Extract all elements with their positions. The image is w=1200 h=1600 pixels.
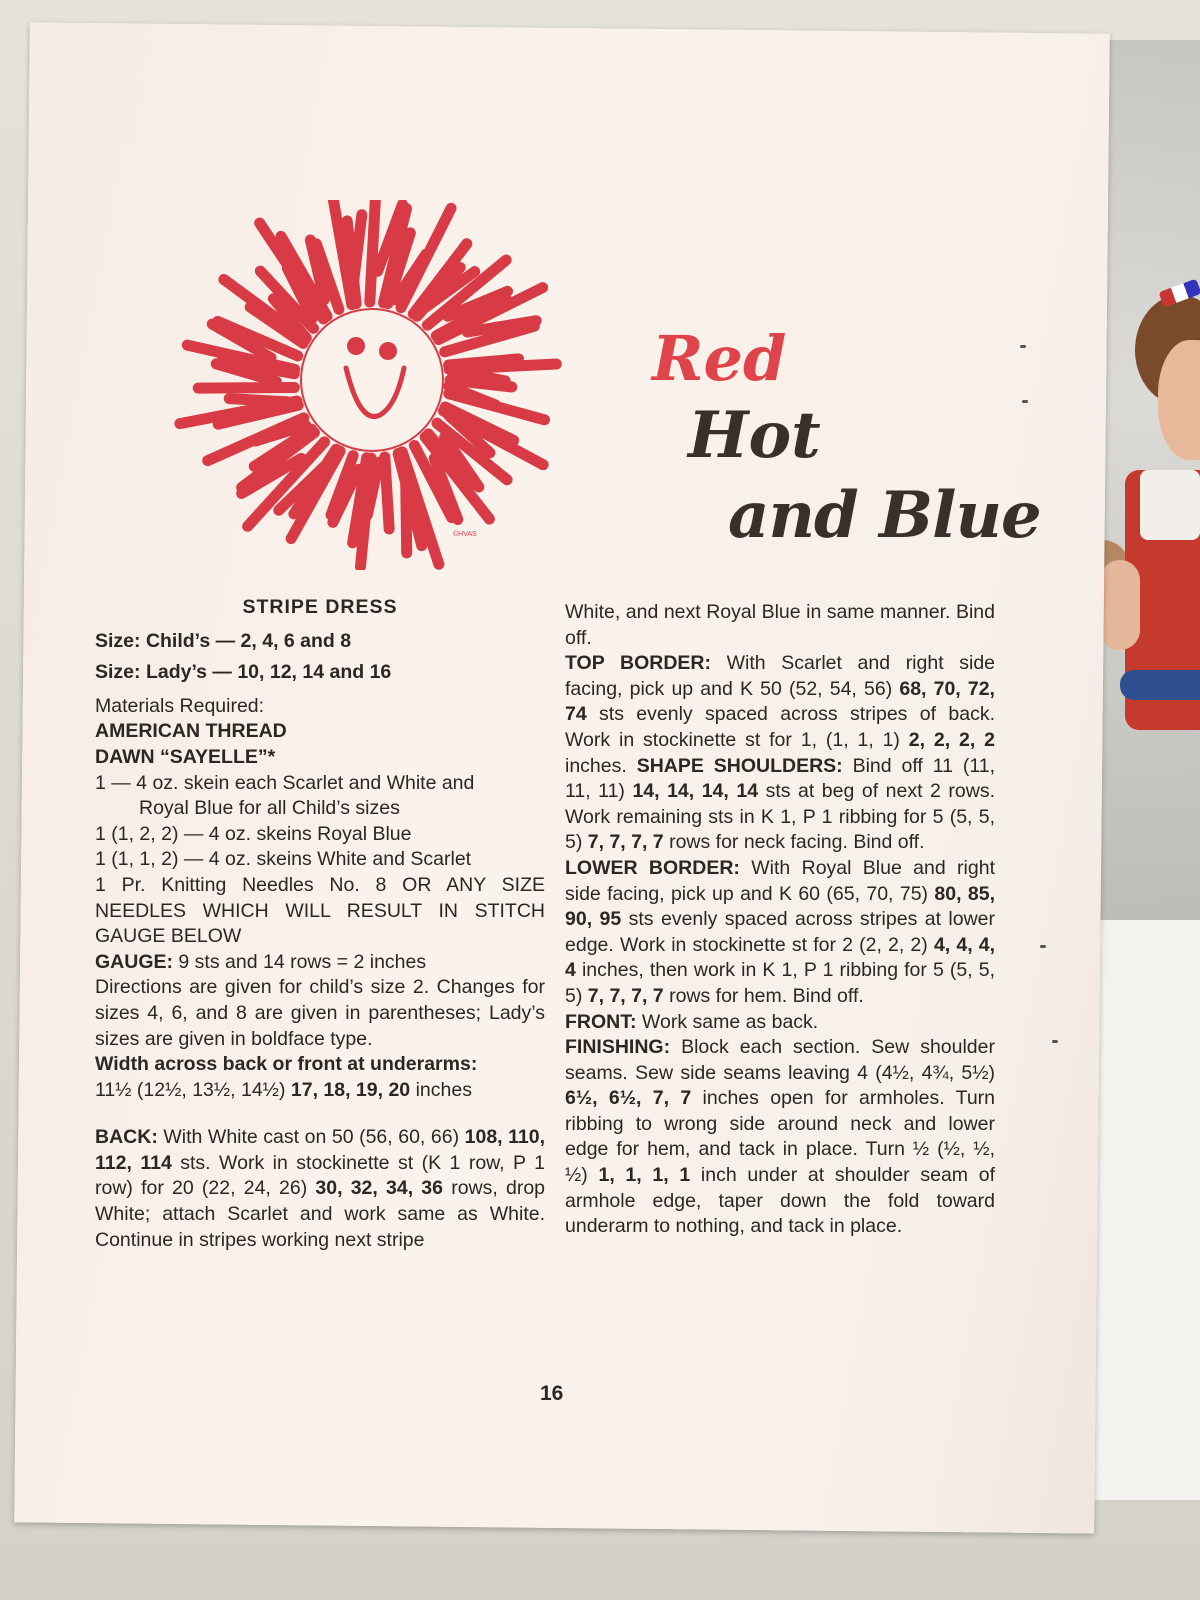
finishing-bold: 6½, 6½, 7, 7: [565, 1087, 692, 1110]
finishing-instructions: [565, 1035, 995, 1240]
top-border-bold: 68, 70, 72, 74: [565, 677, 995, 726]
size-label: Size:: [95, 661, 141, 684]
top-border-text: sts at beg of next 2 rows. Work remaining sts in K 1, P 1 ribbing for 5 (5, 5, 5): [565, 780, 995, 854]
sun-ray: [385, 457, 389, 529]
directions-note: Directions are given for child’s size 2. Changes for sizes 4, 6, and 8 are given in parentheses; Lady’s sizes are given in boldface type.: [95, 976, 545, 1050]
back-bold: 30, 32, 34, 36: [315, 1177, 443, 1200]
pattern-name: STRIPE DRESS: [242, 596, 398, 618]
gauge: [95, 950, 545, 976]
size-label: Size:: [95, 629, 141, 652]
sun-ray: [370, 200, 377, 302]
top-border-bold: 14, 14, 14, 14: [632, 780, 759, 803]
top-border-text: inches.: [565, 754, 627, 777]
width-bold: 17, 18, 19, 20: [290, 1078, 411, 1101]
logo-copyright-mark: ©HVAS: [453, 531, 477, 538]
lower-border-bold: 80, 85, 90, 95: [565, 882, 995, 931]
back-text: With White cast on 50 (56, 60, 66): [163, 1126, 460, 1149]
gauge-text: 9 sts and 14 rows = 2 inches: [178, 950, 427, 973]
back-text: sts. Work in stockinette st (K 1 row, P 1 row) for 20 (22, 24, 26): [95, 1151, 546, 1200]
blue-band: [1120, 670, 1200, 700]
child-arm: [1100, 560, 1140, 650]
materials-item: 1 (1, 1, 2) — 4 oz. skeins White and Scarlet: [95, 848, 472, 871]
sun-ray: [198, 388, 294, 389]
top-border-bold: 7, 7, 7, 7: [587, 831, 664, 854]
lower-border-text: sts evenly spaced across stripes at lower edge. Work in stockinette st for 2 (2, 2, 2): [565, 908, 996, 956]
lower-border-text: rows for hem. Bind off.: [669, 984, 864, 1007]
width-label: Width across back or front at underarms:: [95, 1053, 478, 1076]
size-child: [95, 629, 545, 655]
top-border-bold: 2, 2, 2, 2: [908, 728, 995, 751]
lower-border-text: inches, then work in K 1, P 1 ribbing for 5 (5, 5, 5): [565, 959, 995, 1007]
width-unit: inches: [415, 1078, 472, 1101]
title-line-hot: Hot: [688, 398, 821, 473]
materials-yarn: DAWN “SAYELLE”*: [95, 745, 276, 768]
back-continued: White, and next Royal Blue in same manner. Bind off.: [565, 601, 995, 649]
materials-item: 1 — 4 oz. skein each Scarlet and White and: [95, 771, 475, 794]
lower-border-bold: 7, 7, 7, 7: [587, 984, 664, 1007]
finishing-text: inch under at shoulder seam of armhole edge, taper down the fold toward underarm to nothing, and tack in place.: [565, 1164, 996, 1238]
back-instructions: [95, 1125, 545, 1253]
binding-stitch: [1052, 1040, 1058, 1043]
sun-ray: [449, 364, 556, 369]
binding-stitch: [1022, 400, 1028, 403]
materials-item: Royal Blue for all Child’s sizes: [139, 797, 400, 820]
front-instructions: [565, 1010, 995, 1036]
title-line-and-blue: and Blue: [728, 478, 1041, 553]
materials-item: 1 (1, 2, 2) — 4 oz. skeins Royal Blue: [95, 822, 412, 845]
right-column: [565, 600, 995, 1240]
lower-border-label: LOWER BORDER:: [565, 856, 740, 879]
lower-border-instructions: [565, 856, 995, 1010]
left-column: [95, 595, 545, 1253]
finishing-text: inches open for armholes. Turn ribbing to wrong side around neck and lower edge for hem, and tack in place. Turn ½ (½, ½, ½): [565, 1087, 995, 1187]
materials-heading: Materials Required:: [95, 694, 265, 717]
binding-stitch: [1040, 945, 1046, 948]
sun-logo-icon: [160, 200, 610, 570]
top-border-text: rows for neck facing. Bind off.: [669, 831, 925, 854]
back-label: BACK:: [95, 1126, 158, 1149]
top-border-instructions: [565, 651, 995, 856]
top-border-text: Bind off 11 (11, 11, 11): [565, 754, 995, 803]
finishing-text: Block each section. Sew shoulder seams. Sew side seams leaving 4 (4½, 4¾, 5½): [565, 1036, 995, 1084]
shape-shoulders-label: SHAPE SHOULDERS:: [636, 754, 843, 777]
back-text: rows, drop White; attach Scarlet and work same as White. Continue in stripes working next stripe: [95, 1177, 546, 1251]
front-text: Work same as back.: [641, 1010, 819, 1033]
binding-stitch: [1020, 345, 1026, 348]
lower-border-text: With Royal Blue and right side facing, pick up and K 60 (65, 70, 75): [565, 856, 995, 905]
top-border-text: With Scarlet and right side facing, pick up and K 50 (52, 54, 56): [565, 652, 996, 700]
width-values: [95, 1078, 545, 1104]
width-normal: 11½ (12½, 13½, 14½): [95, 1078, 286, 1101]
finishing-label: FINISHING:: [565, 1036, 671, 1059]
page-number: 16: [540, 1382, 564, 1405]
lower-border-bold: 4, 4, 4, 4: [565, 933, 996, 982]
finishing-bold: 1, 1, 1, 1: [598, 1164, 691, 1187]
title-line-red: Red: [652, 322, 787, 395]
white-collar: [1140, 470, 1200, 540]
gauge-label: GAUGE:: [95, 950, 173, 973]
top-border-text: sts evenly spaced across stripes of back. Work in stockinette st for 1, (1, 1, 1): [565, 703, 995, 751]
materials-item: 1 Pr. Knitting Needles No. 8 OR ANY SIZE NEEDLES WHICH WILL RESULT IN STITCH GAUGE BELOW: [95, 873, 545, 948]
materials-brand: AMERICAN THREAD: [95, 720, 287, 743]
size-lady: [95, 660, 545, 686]
top-border-label: TOP BORDER:: [565, 652, 711, 675]
size-value: Child’s — 2, 4, 6 and 8: [145, 629, 352, 652]
size-value: Lady’s — 10, 12, 14 and 16: [145, 661, 392, 684]
back-bold: 108, 110, 112, 114: [95, 1126, 545, 1174]
front-label: FRONT:: [565, 1010, 637, 1033]
